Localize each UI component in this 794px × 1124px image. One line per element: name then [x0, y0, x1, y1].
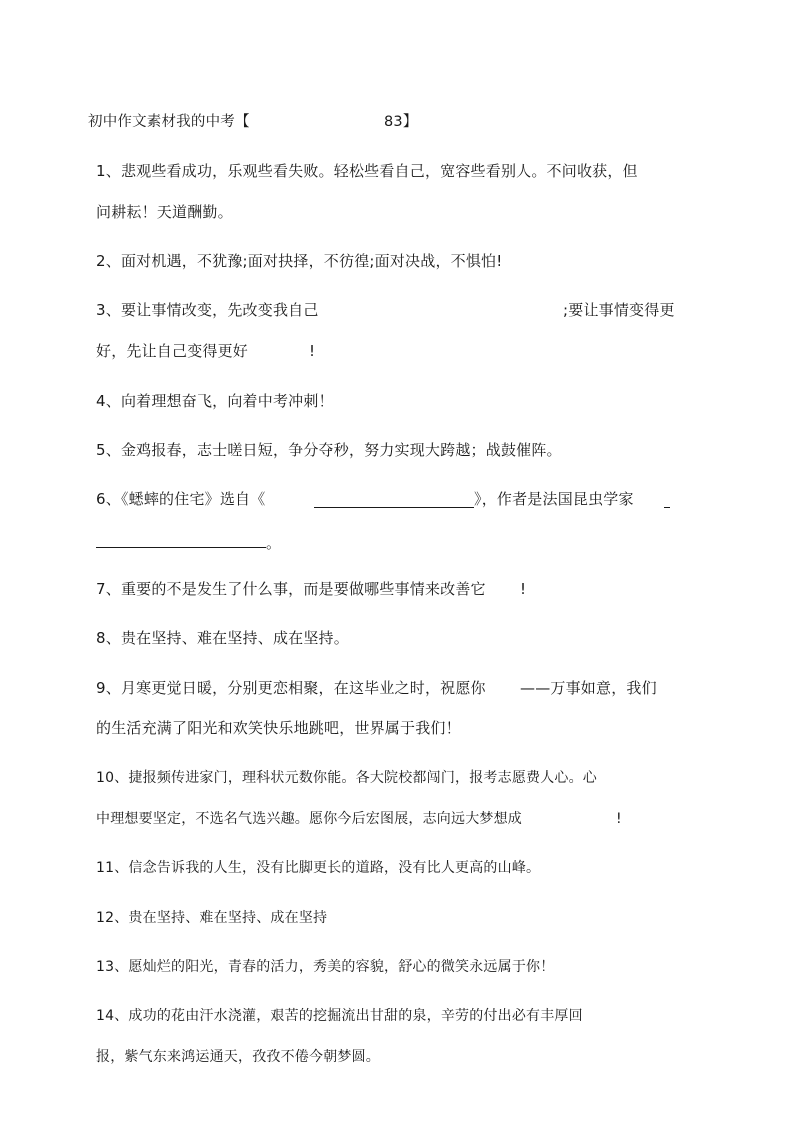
item-6-line-1: 6、《蟋蟀的住宅》选自《	[96, 490, 266, 508]
item-3-line-2-end: !	[309, 342, 316, 360]
item-3-line-1-end: ;要让事情变得更	[563, 301, 675, 319]
item-3-line-1: 3、要让事情改变，先改变我自己	[96, 301, 319, 319]
item-9-line-1-end: ——万事如意，我们	[520, 679, 657, 697]
item-7-line-1-end: !	[520, 580, 527, 598]
item-1-line-2: 问耕耘！天道酬勤。	[96, 203, 233, 221]
item-6-line-1-middle: 》，作者是法国昆虫学家	[474, 490, 634, 508]
item-5-line-1: 5、金鸡报春，志士嗟日短，争分夺秒，努力实现大跨越；战鼓催阵。	[96, 441, 562, 459]
item-7-line-1: 7、重要的不是发生了什么事，而是要做哪些事情来改善它	[96, 580, 486, 598]
item-6-blank-2-stub	[664, 507, 670, 508]
item-14-line-2: 报，紫气东来鸿运通天，孜孜不倦今朝梦圆。	[96, 1049, 380, 1065]
item-12-line-1: 12、贵在坚持、难在坚持、成在坚持	[96, 910, 328, 926]
item-4-line-1: 4、向着理想奋飞，向着中考冲刺！	[96, 392, 334, 410]
item-9-line-2: 的生活充满了阳光和欢笑快乐地跳吧，世界属于我们！	[96, 719, 461, 737]
item-6-blank-2	[96, 547, 266, 548]
item-14-line-1: 14、成功的花由汗水浇灌，艰苦的挖掘流出甘甜的泉，辛劳的付出必有丰厚回	[96, 1008, 583, 1024]
item-6-line-2-end: 。	[266, 534, 282, 552]
page-title-number: 83】	[384, 114, 418, 130]
item-13-line-1: 13、愿灿烂的阳光，青春的活力，秀美的容貌，舒心的微笑永远属于你！	[96, 959, 555, 975]
item-6-blank-1	[314, 507, 474, 508]
item-10-line-1: 10、捷报频传进家门，理科状元数你能。各大院校都闯门，报考志愿费人心。心	[96, 770, 598, 786]
item-2-line-1: 2、面对机遇，不犹豫;面对抉择，不彷徨;面对决战，不惧怕!	[96, 252, 503, 270]
item-9-line-1: 9、月寒更觉日暖，分别更恋相聚，在这毕业之时，祝愿你	[96, 679, 486, 697]
item-10-line-2-end: !	[616, 811, 622, 827]
item-8-line-1: 8、贵在坚持、难在坚持、成在坚持。	[96, 629, 349, 647]
item-3-line-2: 好，先让自己变得更好	[96, 342, 249, 360]
item-1-line-1: 1、悲观些看成功，乐观些看失败。轻松些看自己，宽容些看别人。不问收获，但	[96, 162, 638, 180]
item-11-line-1: 11、信念告诉我的人生，没有比脚更长的道路，没有比人更高的山峰。	[96, 860, 541, 876]
page-title: 初中作文素材我的中考【	[88, 114, 250, 130]
item-10-line-2: 中理想要坚定，不选名气选兴趣。愿你今后宏图展，志向远大梦想成	[96, 811, 522, 827]
